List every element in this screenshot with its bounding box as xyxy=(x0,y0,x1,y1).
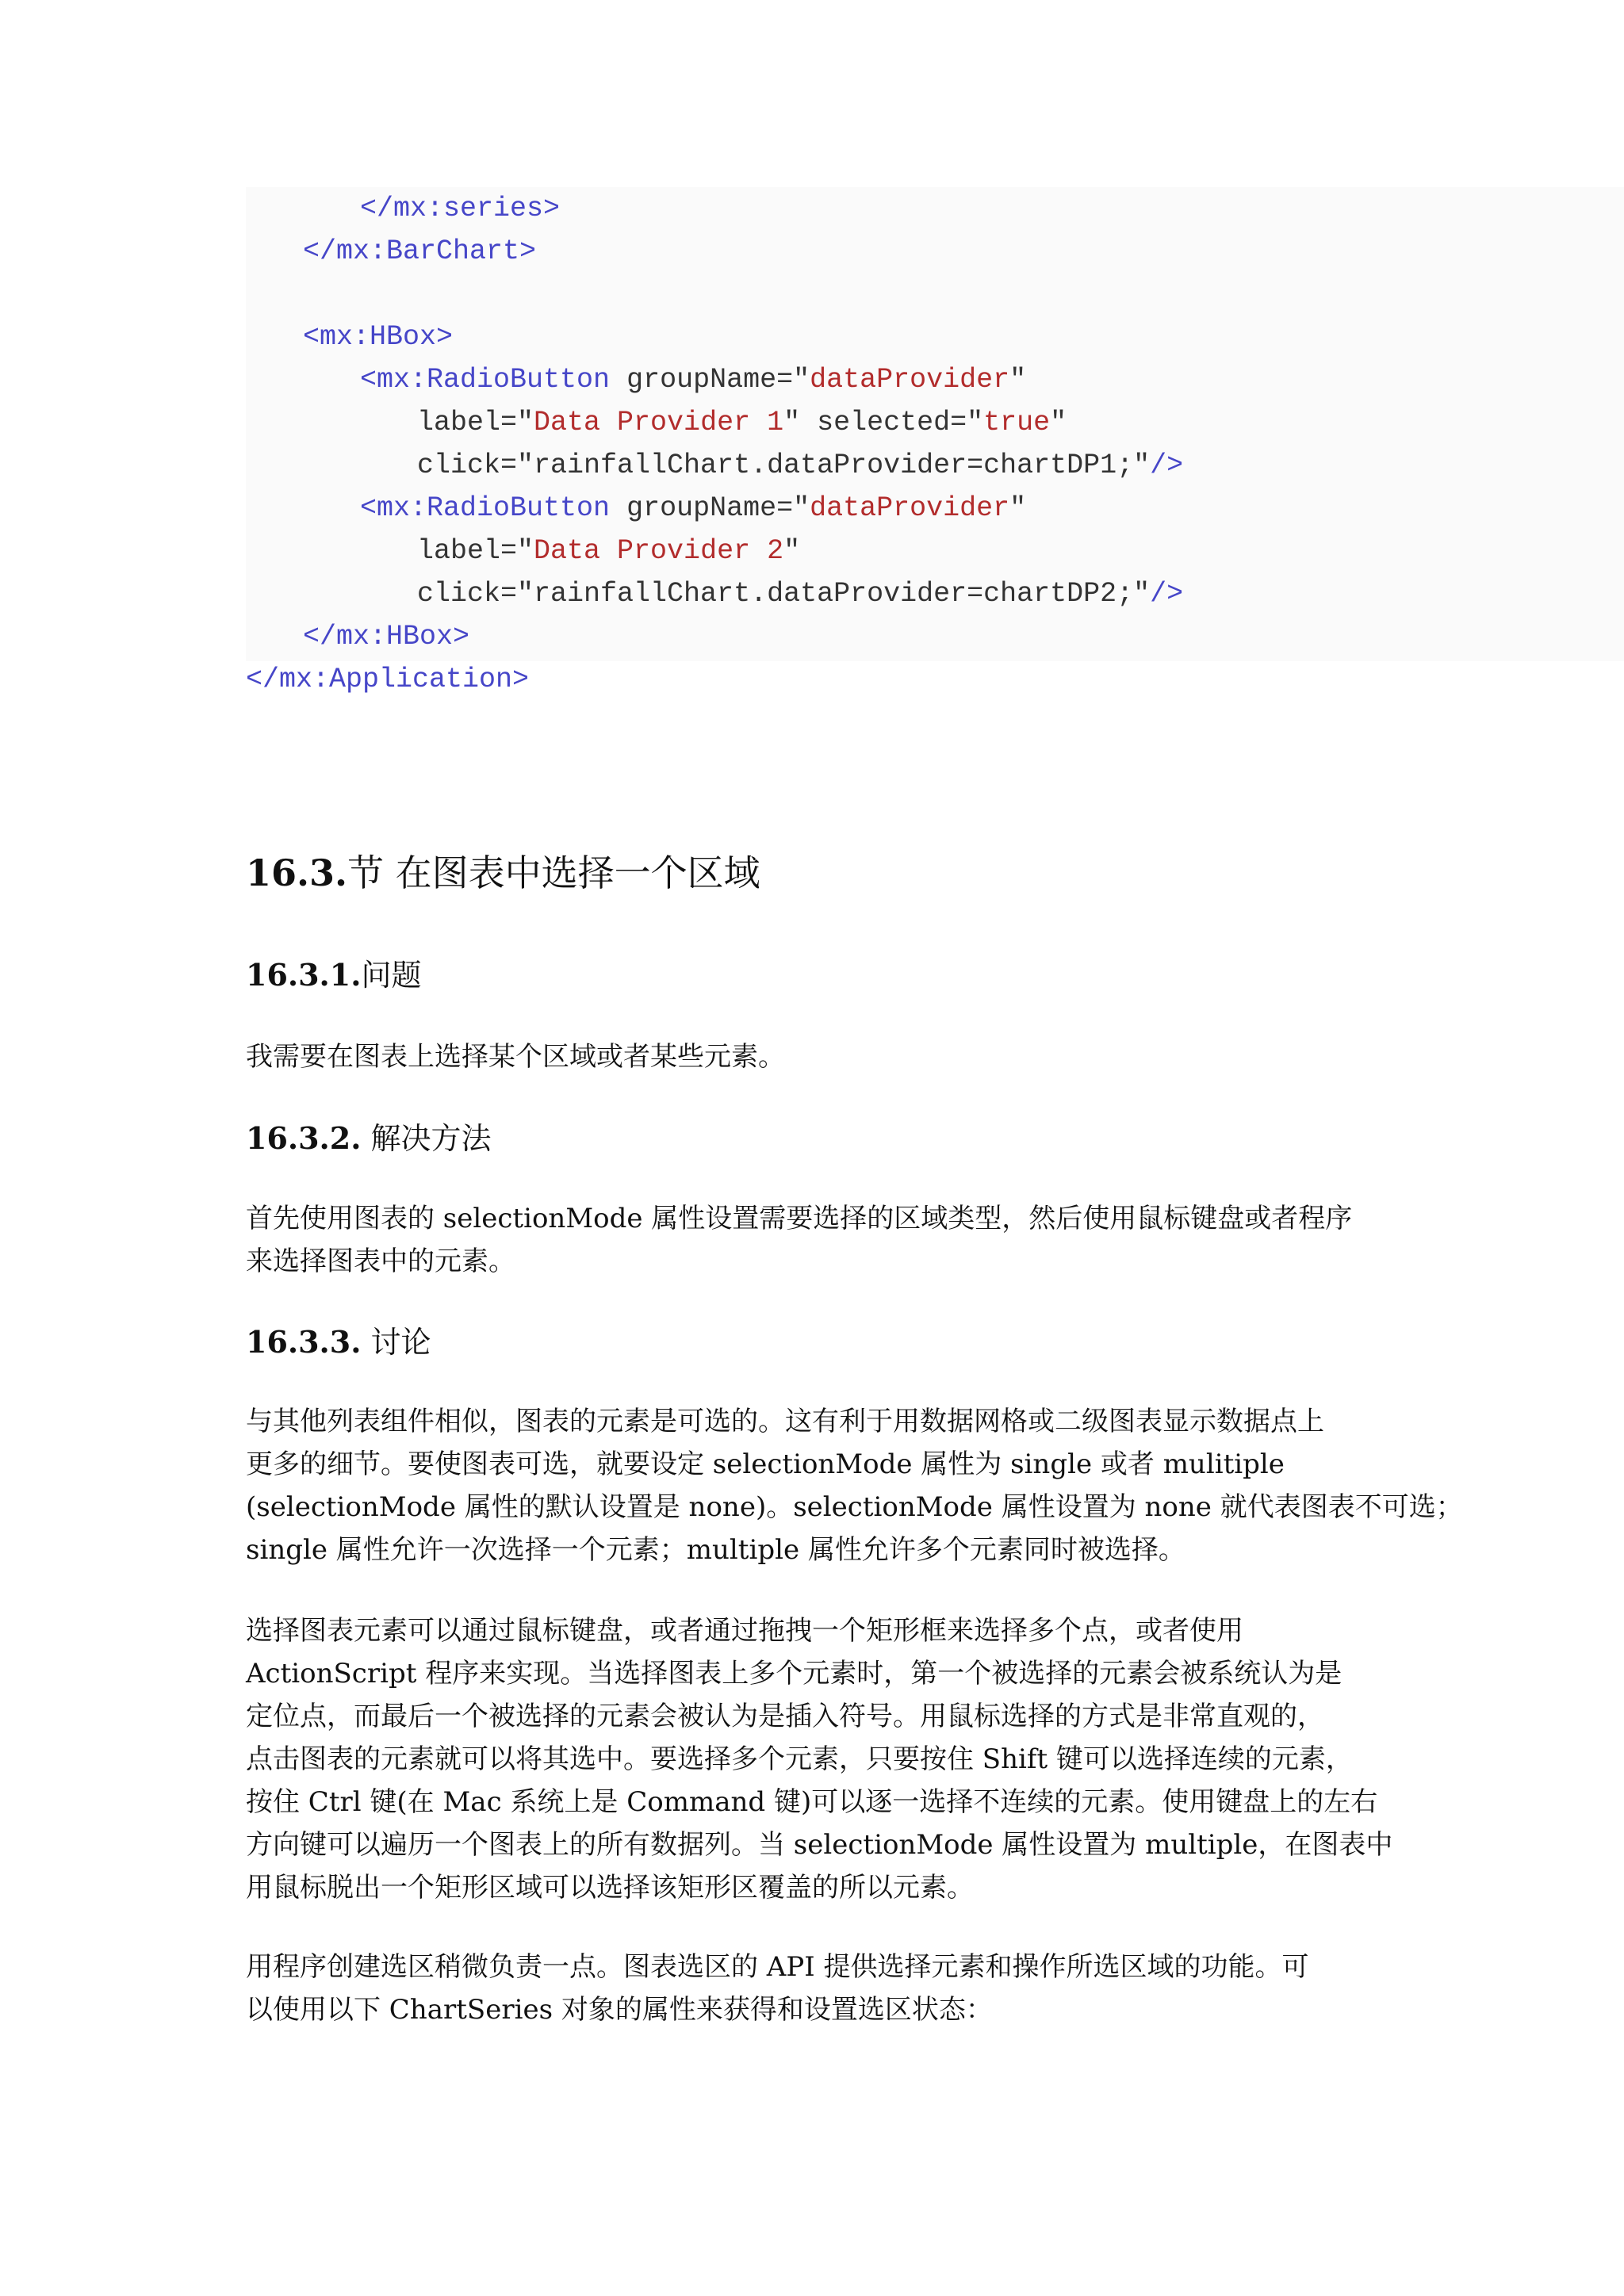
code-token: " xyxy=(1009,492,1027,524)
code-token: true xyxy=(983,407,1051,438)
paragraph-line: 点击图表的元素就可以将其选中。要选择多个元素，只要按住 Shift 键可以选择连续的元素， xyxy=(246,1743,1353,1775)
paragraph-line: ActionScript 程序来实现。当选择图表上多个元素时，第一个被选择的元素会被系统认为是 xyxy=(246,1658,1342,1689)
paragraph-line: 首先使用图表的 selectionMode 属性设置需要选择的区域类型，然后使用鼠标键盘或者程序 xyxy=(246,1203,1353,1234)
code-token: dataProvider xyxy=(810,364,1010,396)
code-line xyxy=(360,487,1026,530)
subsection-title: 讨论 xyxy=(361,1325,431,1360)
code-token: click="rainfallChart.dataProvider=chartDP2;" xyxy=(417,578,1151,610)
paragraph-line: 与其他列表组件相似，图表的元素是可选的。这有利于用数据网格或二级图表显示数据点上 xyxy=(246,1406,1324,1437)
code-line xyxy=(246,658,529,701)
code-line xyxy=(417,530,800,572)
code-token: " xyxy=(1009,364,1027,396)
code-token: groupName=" xyxy=(610,492,810,524)
code-token: click="rainfallChart.dataProvider=chartDP1;" xyxy=(417,450,1151,481)
paragraph-discussion-1 xyxy=(246,1400,1463,1571)
code-token: <mx:RadioButton xyxy=(360,492,611,524)
code-token: <mx:RadioButton xyxy=(360,364,611,396)
code-line xyxy=(360,187,560,230)
code-block xyxy=(246,187,1624,695)
code-token: /> xyxy=(1150,578,1184,610)
code-token: </mx:Application> xyxy=(246,664,530,695)
code-line xyxy=(417,401,1067,444)
code-token: label=" xyxy=(417,407,534,438)
subsection-number: 16.3.2. xyxy=(246,1120,362,1156)
code-line xyxy=(303,615,469,658)
paragraph-line: 用程序创建选区稍微负责一点。图表选区的 API 提供选择元素和操作所选区域的功能。可 xyxy=(246,1951,1309,1983)
subsection-heading-problem xyxy=(246,953,421,997)
code-token: Data Provider 2 xyxy=(534,535,784,567)
paragraph-line: 我需要在图表上选择某个区域或者某些元素。 xyxy=(246,1041,785,1073)
paragraph-line: 用鼠标脱出一个矩形区域可以选择该矩形区覆盖的所以元素。 xyxy=(246,1872,974,1904)
paragraph-line: single 属性允许一次选择一个元素；multiple 属性允许多个元素同时被选择。 xyxy=(246,1534,1185,1566)
code-token: " xyxy=(1050,407,1067,438)
paragraph-discussion-2 xyxy=(246,1609,1393,1909)
subsection-heading-discussion xyxy=(246,1320,431,1364)
code-line xyxy=(417,572,1183,615)
subsection-number: 16.3.3. xyxy=(246,1324,362,1360)
subsection-number: 16.3.1. xyxy=(246,957,362,993)
subsection-title: 解决方法 xyxy=(361,1121,492,1156)
paragraph-line: (selectionMode 属性的默认设置是 none)。selectionMode 属性设置为 none 就代表图表不可选； xyxy=(246,1491,1463,1523)
code-token: /> xyxy=(1150,450,1184,481)
code-token: label=" xyxy=(417,535,534,567)
paragraph-line: 方向键可以遍历一个图表上的所有数据列。当 selectionMode 属性设置为 multiple，在图表中 xyxy=(246,1829,1393,1861)
code-token: <mx:HBox> xyxy=(303,321,454,353)
paragraph-line: 以使用以下 ChartSeries 对象的属性来获得和设置选区状态： xyxy=(246,1994,993,2026)
paragraph-problem xyxy=(246,1035,1388,1078)
code-token: </mx:HBox> xyxy=(303,621,470,652)
code-line xyxy=(303,230,536,273)
paragraph-discussion-3 xyxy=(246,1946,1388,2031)
code-token: Data Provider 1 xyxy=(534,407,784,438)
code-token: " selected=" xyxy=(783,407,984,438)
code-token: dataProvider xyxy=(810,492,1010,524)
paragraph-line: 定位点，而最后一个被选择的元素会被认为是插入符号。用鼠标选择的方式是非常直观的， xyxy=(246,1701,1324,1732)
code-line xyxy=(303,316,453,358)
code-token: </mx:BarChart> xyxy=(303,235,537,267)
section-number: 16.3. xyxy=(246,851,348,894)
subsection-title: 问题 xyxy=(361,958,422,993)
code-token: </mx:series> xyxy=(360,193,561,224)
paragraph-solution xyxy=(246,1197,1388,1283)
paragraph-line: 选择图表元素可以通过鼠标键盘，或者通过拖拽一个矩形框来选择多个点，或者使用 xyxy=(246,1615,1243,1647)
section-title: 节 在图表中选择一个区域 xyxy=(347,851,760,894)
paragraph-line: 更多的细节。要使图表可选，就要设定 selectionMode 属性为 single 或者 mulitiple xyxy=(246,1448,1285,1480)
subsection-heading-solution xyxy=(246,1116,492,1161)
code-token: groupName=" xyxy=(610,364,810,396)
section-heading xyxy=(246,845,760,901)
code-line xyxy=(360,358,1026,401)
code-line xyxy=(417,444,1183,487)
paragraph-line: 来选择图表中的元素。 xyxy=(246,1246,515,1277)
code-token: " xyxy=(783,535,801,567)
paragraph-line: 按住 Ctrl 键(在 Mac 系统上是 Command 键)可以逐一选择不连续的元素。使用键盘上的左右 xyxy=(246,1786,1378,1818)
